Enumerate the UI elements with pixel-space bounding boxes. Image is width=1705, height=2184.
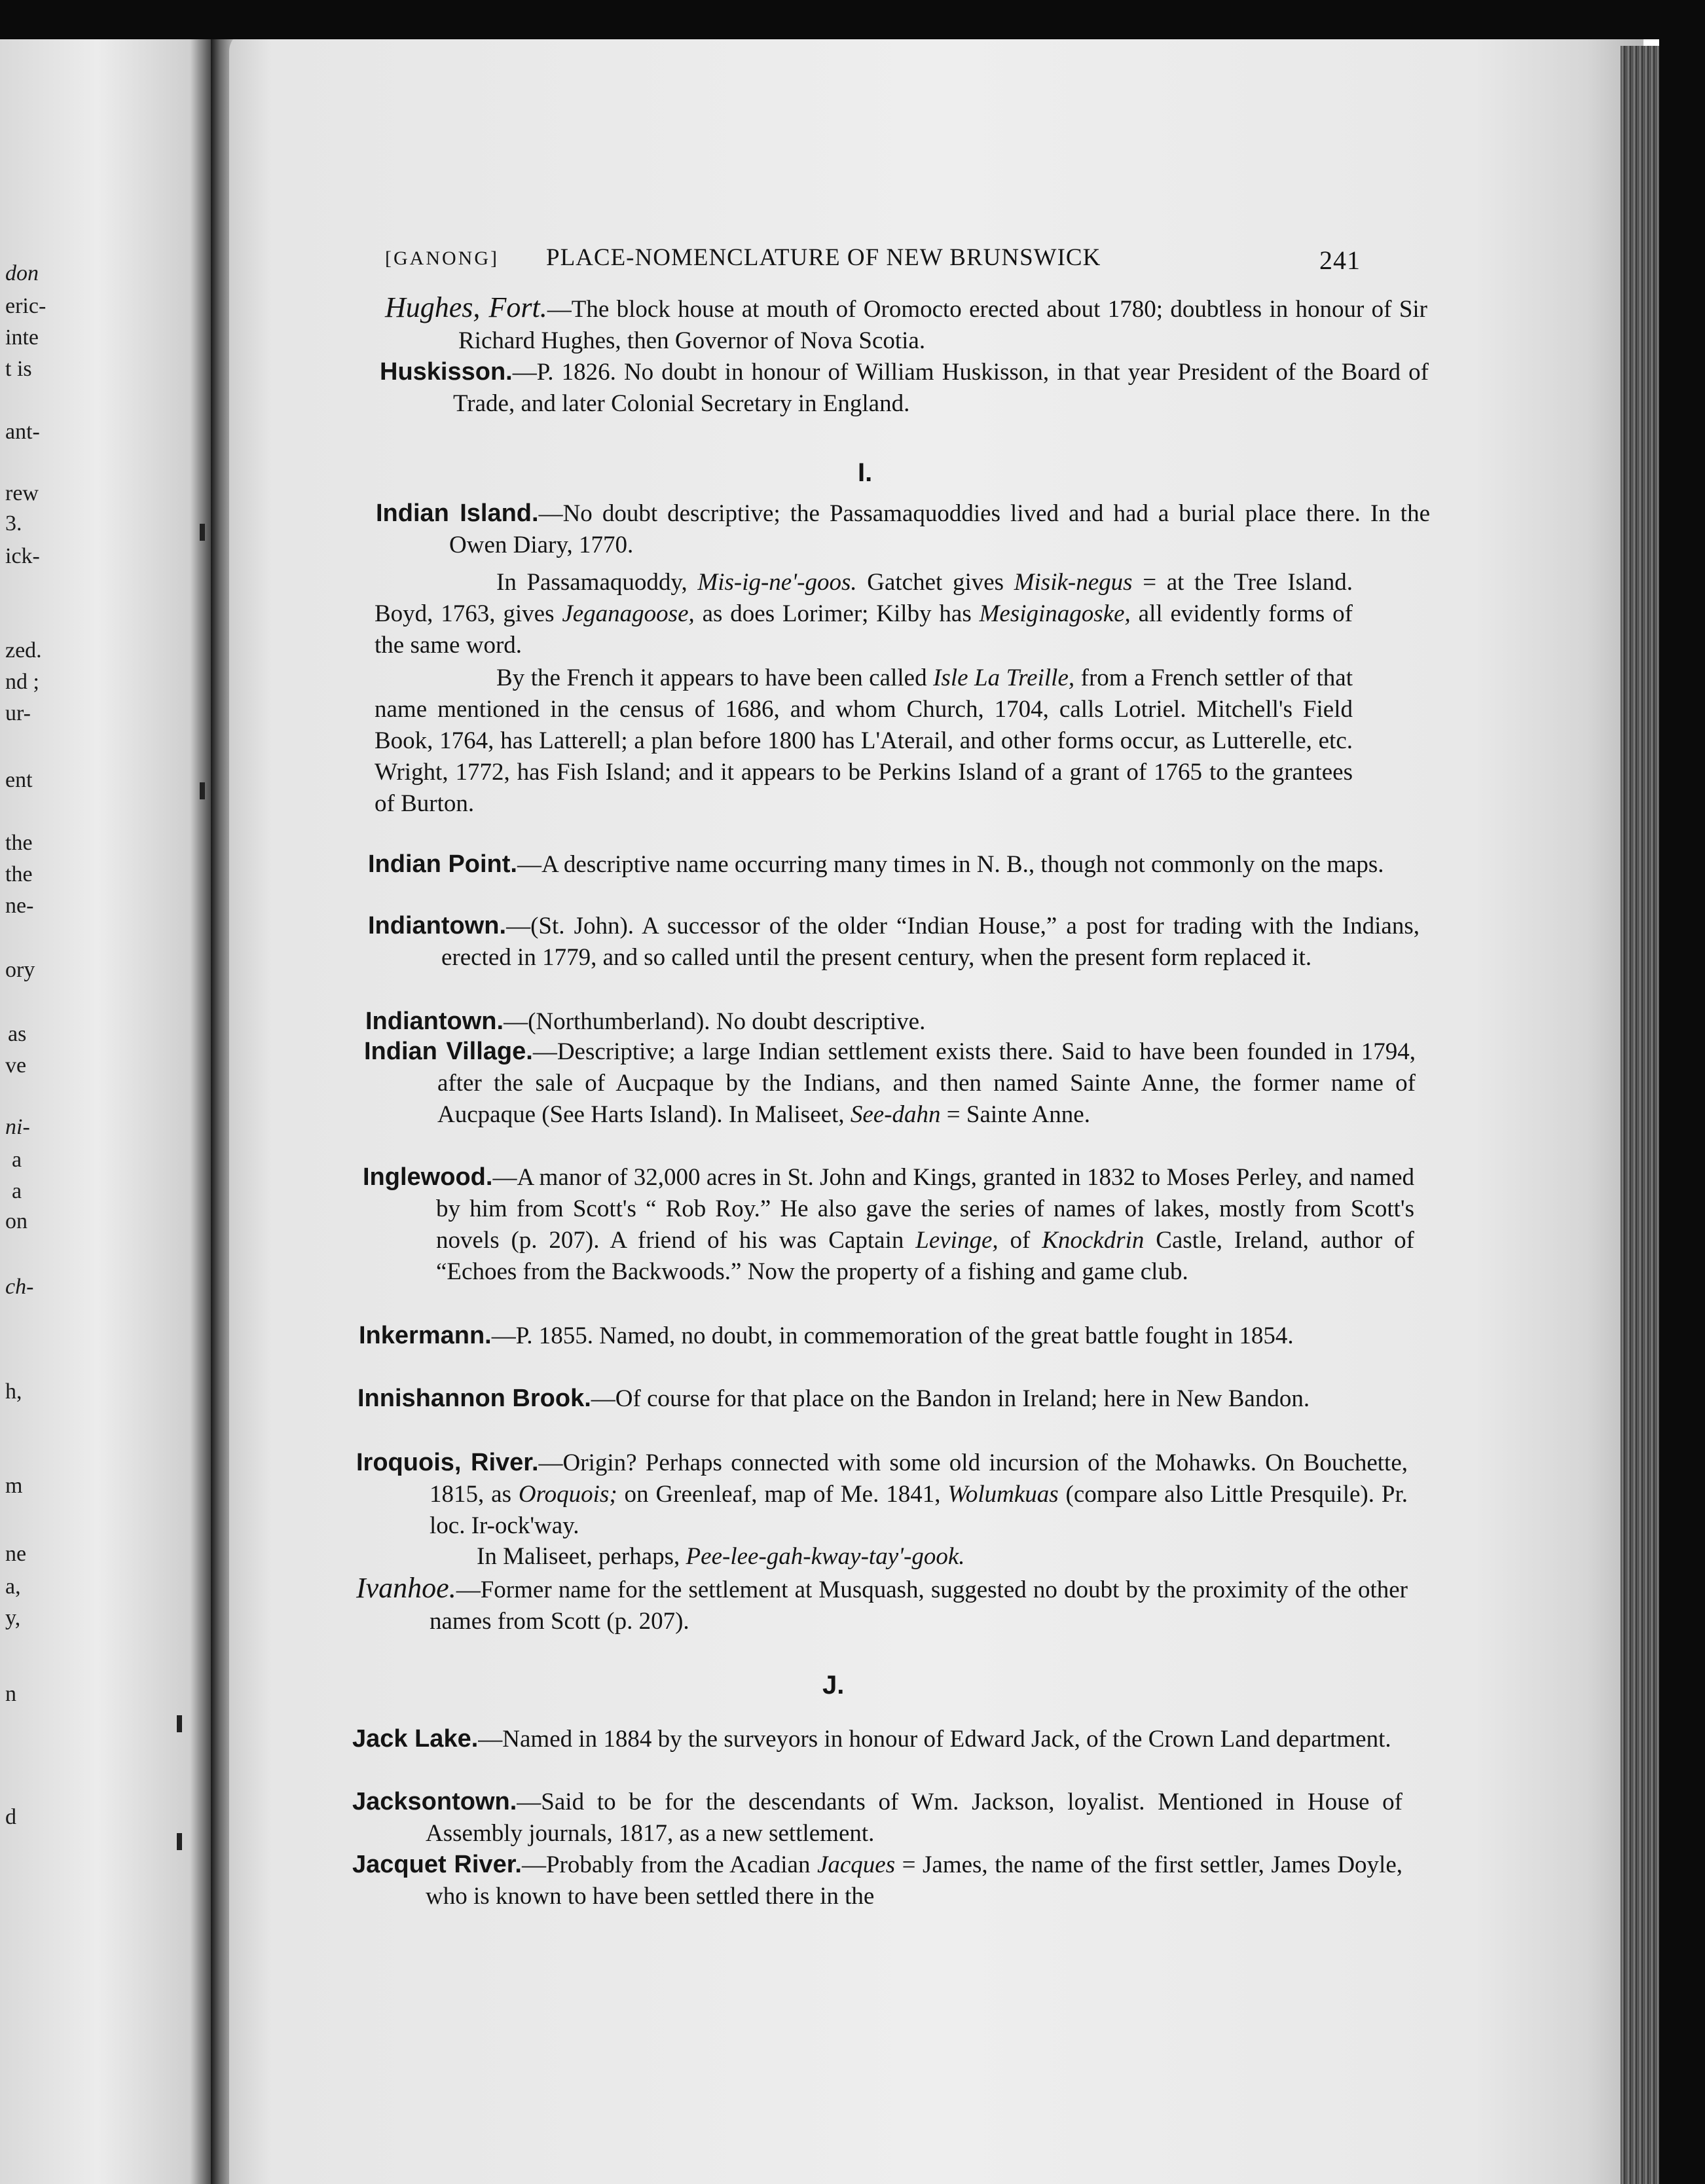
gutter-mark <box>177 1833 182 1850</box>
facing-fragment: ni- <box>5 1115 30 1139</box>
facing-fragment: ent <box>5 768 33 792</box>
entry-text: —A descriptive name occurring many times in N. B., though not commonly on the maps. <box>517 851 1384 878</box>
entry-indian-point <box>368 848 1422 881</box>
headword: Huskisson. <box>380 358 513 386</box>
italic-term: Oroquois; <box>518 1481 617 1508</box>
facing-fragment: m <box>5 1474 23 1498</box>
entry-text: (compare also Little Presquile). Pr. loc. Ir-ock'way. <box>430 1481 1408 1539</box>
facing-fragment: the <box>5 831 33 855</box>
entry-text: —Said to be for the descendants of Wm. Jackson, loyalist. Mentioned in House of Assembly journals, 1817, as a new settlement. <box>426 1789 1402 1847</box>
entry-huskisson <box>380 356 1429 420</box>
facing-fragment: eric- <box>5 294 46 318</box>
entry-inglewood <box>363 1161 1414 1288</box>
facing-fragment: on <box>5 1209 28 1233</box>
headword: Indiantown. <box>365 1008 504 1035</box>
headword: Innishannon Brook. <box>358 1385 591 1412</box>
text: from a French settler of that name mentioned in the census of 1686, and whom Church, 1704, calls Lotriel. Mitchell's Field Book, 1764, has Latterell; a plan before 1800 has L'Aterail, and other forms occur, as Lutterelle, etc. Wright, 1772, has Fish Island; and it appears to be Perkins Island of a grant of 1765 to the grantees of Burton. <box>375 664 1353 817</box>
headword: Indian Point. <box>368 850 517 878</box>
entry-indiantown-st-john <box>368 910 1420 974</box>
text: By the French it appears to have been called <box>496 664 934 691</box>
facing-fragment: inte <box>5 325 39 350</box>
facing-fragment: y, <box>5 1606 21 1630</box>
page-number: 241 <box>1319 246 1361 275</box>
facing-fragment: ch- <box>5 1275 34 1299</box>
running-head <box>385 244 1361 283</box>
facing-fragment: ant- <box>5 420 40 444</box>
text: In Passamaquoddy, <box>496 569 698 596</box>
entry-jack-lake <box>352 1723 1402 1755</box>
facing-fragment: a <box>12 1179 22 1203</box>
headword: Hughes, Fort. <box>385 291 547 323</box>
entry-text: —Of course for that place on the Bandon in Ireland; here in New Bandon. <box>591 1385 1310 1412</box>
entry-text: —Former name for the settlement at Musquash, suggested no doubt by the proximity of the other names from Scott (p. 207). <box>430 1576 1408 1635</box>
facing-fragment: don <box>5 261 39 285</box>
entry-text: —No doubt descriptive; the Passamaquoddies lived and had a burial place there. In the Owen Diary, 1770. <box>449 500 1430 558</box>
facing-fragment: as <box>8 1022 27 1046</box>
headword: Indian Village. <box>364 1038 533 1065</box>
facing-fragment: t is <box>5 357 32 381</box>
headword: Iroquois, River. <box>356 1449 539 1476</box>
entry-text: —Origin? Perhaps connected with some old incursion of the Mohawks. On Bouchette, 1815, as <box>430 1449 1408 1508</box>
italic-term: Levinge, <box>915 1227 999 1254</box>
entry-text: —The block house at mouth of Oromocto erected about 1780; doubtless in honour of Sir Richard Hughes, then Governor of Nova Scotia. <box>458 296 1428 354</box>
entry-iroquois-river <box>356 1447 1408 1542</box>
italic-term: Pee-lee-gah-kway-tay'-gook. <box>686 1543 965 1570</box>
italic-term: Knockdrin <box>1042 1227 1145 1254</box>
text: In Maliseet, perhaps, <box>477 1543 686 1570</box>
text: Gatchet gives <box>856 569 1014 596</box>
facing-fragment: ory <box>5 958 35 982</box>
entry-indiantown-northumberland <box>365 1006 1417 1038</box>
page-title: PLACE-NOMENCLATURE OF NEW BRUNSWICK <box>546 244 1101 271</box>
entry-ivanhoe <box>356 1573 1408 1637</box>
facing-fragment: h, <box>5 1379 22 1404</box>
entry-text: —(St. John). A successor of the older “Indian House,” a post for trading with the Indians, erected in 1779, and so called until the present century, when the present form replaced it. <box>441 913 1420 971</box>
italic-term: Jeganagoose, <box>562 600 695 627</box>
headword: Indiantown. <box>368 912 507 939</box>
gutter-mark <box>200 524 205 541</box>
entry-innishannon-brook <box>358 1383 1409 1415</box>
facing-fragment: ne- <box>5 894 34 918</box>
book-edge <box>1621 46 1660 2184</box>
entry-text: —Probably from the Acadian <box>521 1851 817 1878</box>
entry-text: = James, the name of the first settler, James Doyle, who is known to have been settled there in the <box>426 1851 1402 1910</box>
gutter-mark <box>200 782 205 799</box>
entry-text: on Greenleaf, map of Me. 1841, <box>617 1481 948 1508</box>
section-letter-j: J. <box>822 1671 845 1700</box>
section-letter-i: I. <box>858 458 873 487</box>
text: all evidently forms of the same word. <box>375 600 1353 659</box>
headword: Ivanhoe. <box>356 1572 456 1604</box>
entry-jacquet-river <box>352 1849 1402 1912</box>
entry-text: = Sainte Anne. <box>940 1101 1090 1128</box>
facing-fragment: rew <box>5 481 39 505</box>
italic-term: Mesiginagoske, <box>979 600 1131 627</box>
entry-hughes-fort <box>385 292 1427 357</box>
paragraph-passamaquoddy <box>375 567 1353 661</box>
italic-term: Wolumkuas <box>947 1481 1059 1508</box>
entry-text: —(Northumberland). No doubt descriptive. <box>504 1008 926 1035</box>
facing-fragment: ve <box>5 1053 27 1078</box>
scan-border-right <box>1659 0 1705 2184</box>
text: = at the Tree Island. Boyd, 1763, gives <box>375 569 1353 627</box>
italic-term: Mis-ig-ne'-goos. <box>697 569 857 596</box>
headword: Inkermann. <box>359 1322 492 1349</box>
headword: Jacksontown. <box>352 1788 517 1815</box>
entry-inkermann <box>359 1320 1410 1352</box>
facing-fragment: ur- <box>5 701 31 725</box>
facing-fragment: n <box>5 1682 16 1706</box>
entry-text: Castle, Ireland, author of “Echoes from the Backwoods.” Now the property of a fishing and game club. <box>436 1227 1415 1285</box>
text: as does Lorimer; Kilby has <box>694 600 980 627</box>
facing-fragment: 3. <box>5 511 22 536</box>
headword: Inglewood. <box>363 1163 493 1191</box>
italic-term: Isle La Treille, <box>933 664 1075 691</box>
italic-term: Misik-negus <box>1014 569 1133 596</box>
facing-fragment: ne <box>5 1542 27 1566</box>
italic-term: See-dahn <box>850 1101 941 1128</box>
entry-text: of <box>998 1227 1042 1254</box>
entry-text: —Descriptive; a large Indian settlement exists there. Said to have been founded in 1794, after the sale of Aucpaque by the Indians, and then named Sainte Anne, the former name of Aucpaque (See Harts Island). In Maliseet, <box>437 1038 1416 1128</box>
paragraph-maliseet <box>355 1541 1333 1573</box>
entry-text: —P. 1855. Named, no doubt, in commemoration of the great battle fought in 1854. <box>491 1322 1294 1349</box>
italic-term: Jacques <box>816 1851 896 1878</box>
scan-border-top <box>0 0 1705 39</box>
entry-indian-village <box>364 1036 1416 1131</box>
paragraph-french <box>375 663 1353 820</box>
entry-indian-island <box>376 498 1430 561</box>
entry-text: —Named in 1884 by the surveyors in honour of Edward Jack, of the Crown Land department. <box>478 1726 1391 1753</box>
gutter-mark <box>177 1715 182 1732</box>
entry-text: —A manor of 32,000 acres in St. John and Kings, granted in 1832 to Moses Perley, and named by him from Scott's “ Rob Roy.” He also gave the series of names of lakes, mostly from Scott's novels (p. 207). A friend of his was Captain <box>436 1164 1414 1254</box>
entry-jacksontown <box>352 1786 1402 1849</box>
author-tag: [GANONG] <box>385 247 499 269</box>
facing-fragment: nd ; <box>5 670 39 694</box>
facing-fragment: the <box>5 862 33 886</box>
headword: Jack Lake. <box>352 1725 479 1753</box>
headword: Jacquet River. <box>352 1851 522 1878</box>
entry-text: —P. 1826. No doubt in honour of William Huskisson, in that year President of the Board of Trade, and later Colonial Secretary in England. <box>453 359 1429 417</box>
headword: Indian Island. <box>376 500 539 527</box>
facing-fragment: a, <box>5 1574 21 1599</box>
facing-fragment: a <box>12 1148 22 1172</box>
facing-fragment: d <box>5 1805 16 1829</box>
facing-fragment: ick- <box>5 544 40 568</box>
facing-fragment: zed. <box>5 638 42 663</box>
